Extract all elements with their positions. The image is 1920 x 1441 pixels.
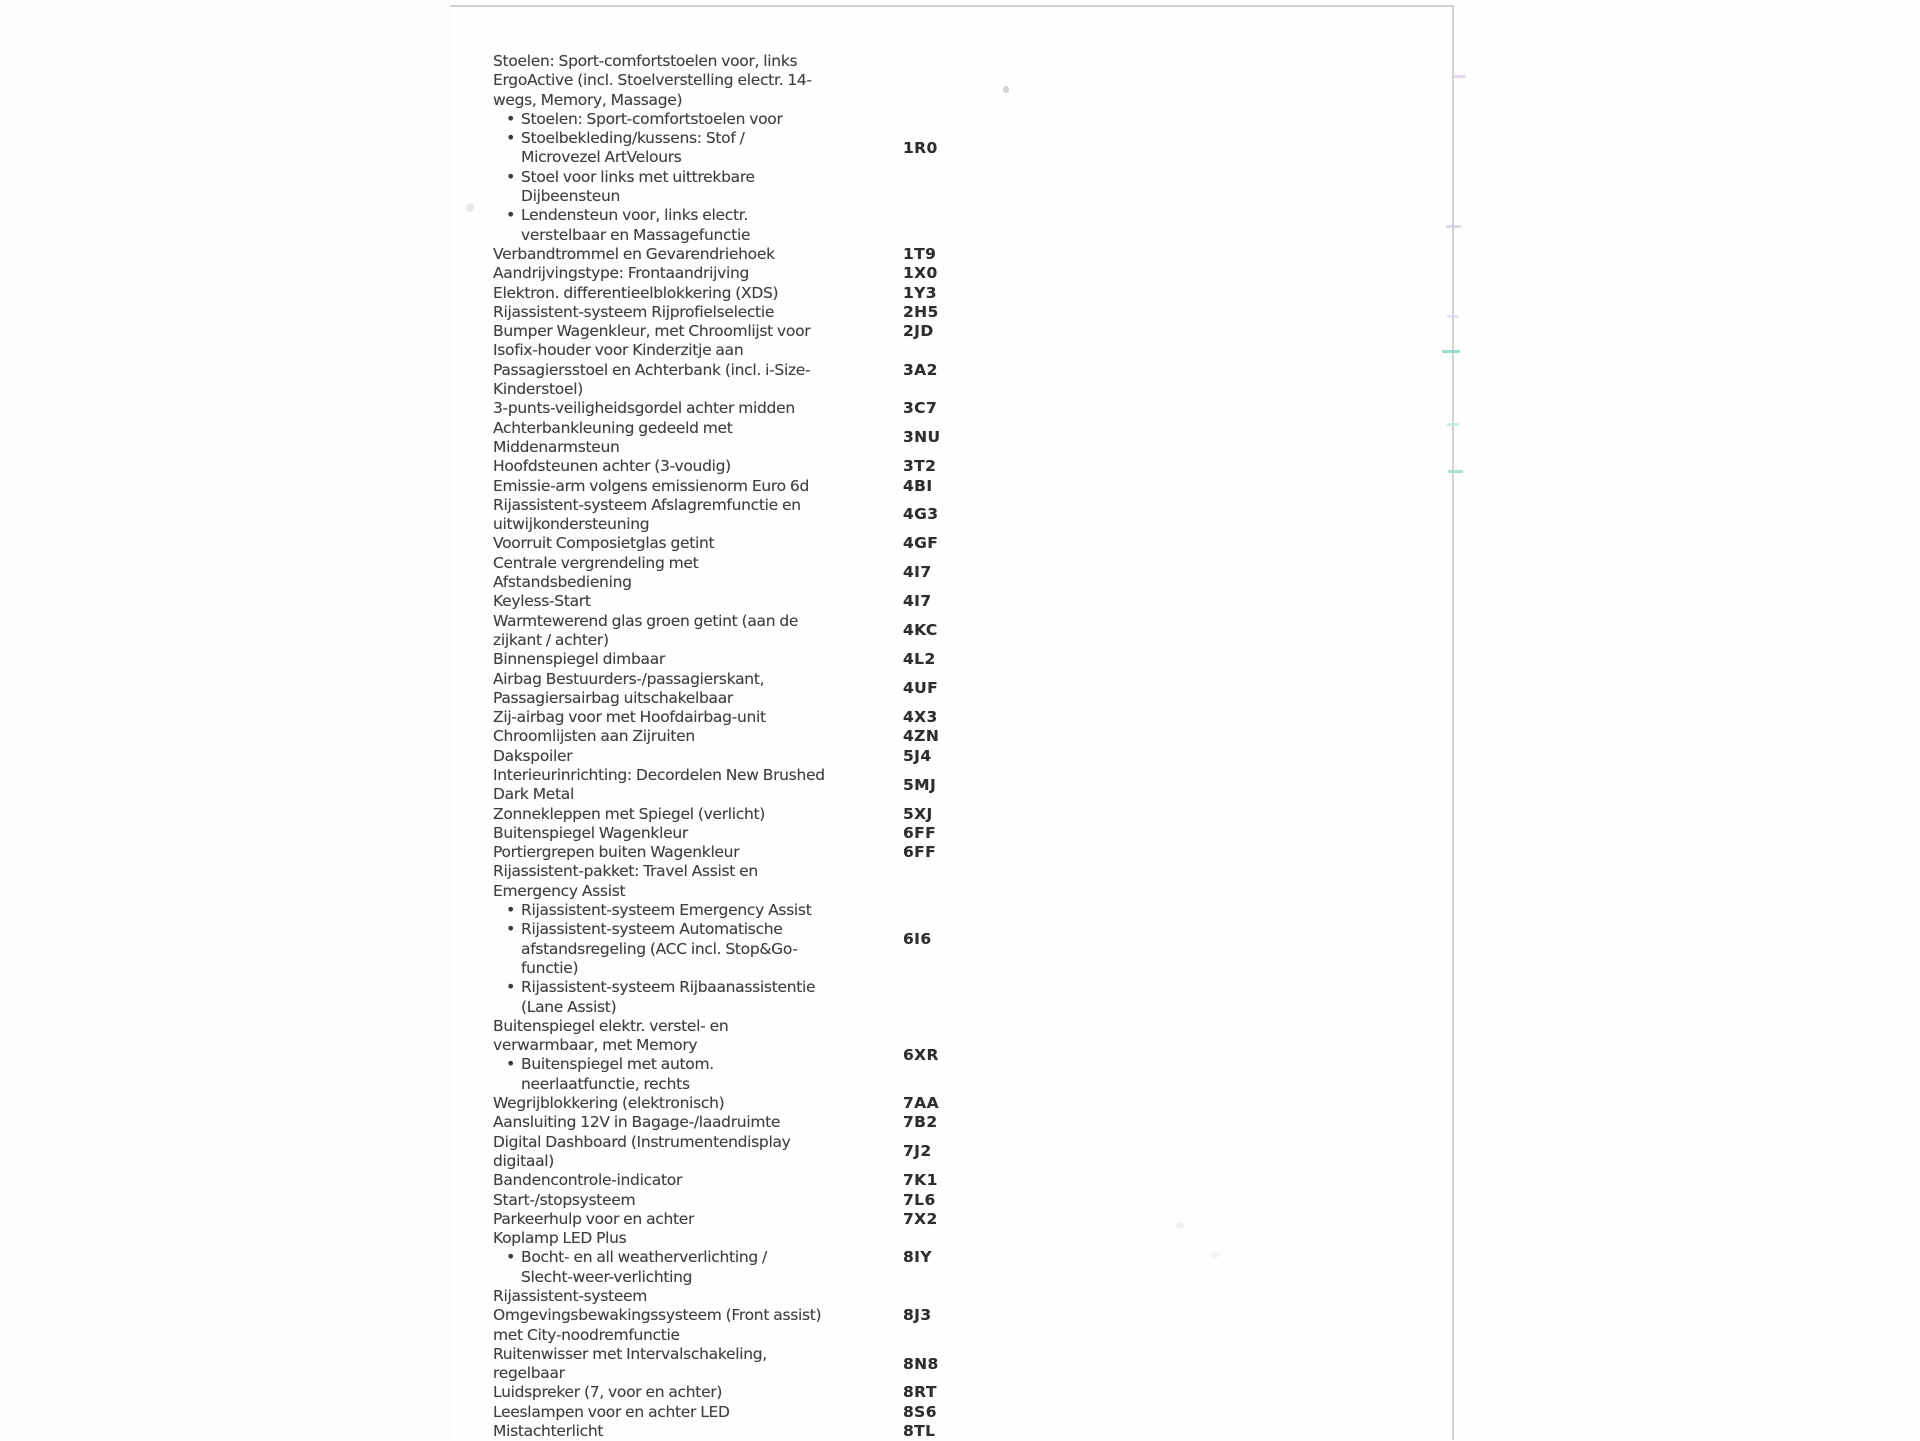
option-description-line: Bandencontrole-indicator: [493, 1171, 683, 1190]
option-description-line: digitaal): [493, 1151, 555, 1170]
option-item: [493, 477, 1133, 496]
option-item: [493, 862, 1133, 1016]
option-code: 1T9: [903, 244, 937, 263]
option-code: 7L6: [903, 1190, 936, 1209]
option-item: [493, 322, 1133, 341]
option-description: [493, 245, 903, 264]
option-sub-item-line: neerlaatfunctie, rechts: [521, 1074, 690, 1093]
option-item: [493, 419, 1133, 458]
option-sub-item-line: functie): [521, 958, 579, 977]
option-description: [493, 1171, 903, 1190]
page-top-edge: [450, 5, 1453, 7]
option-code: 3A2: [903, 360, 938, 379]
scan-speck: [1176, 1222, 1184, 1229]
option-sub-item-line: • Stoelen: Sport-comfortstoelen voor: [493, 110, 903, 129]
option-code: 7J2: [903, 1142, 932, 1161]
scan-speck: [1003, 86, 1009, 93]
option-description-line: Rijassistent-systeem Rijprofielselectie: [493, 302, 775, 321]
option-code: 8S6: [903, 1402, 937, 1421]
option-code: 4X3: [903, 708, 938, 727]
option-code: 4UF: [903, 679, 939, 698]
option-description-line: Chroomlijsten aan Zijruiten: [493, 727, 695, 746]
option-item: [493, 766, 1133, 805]
option-description-line: Middenarmsteun: [493, 437, 620, 456]
option-description: [493, 303, 903, 322]
option-description-line: Aandrijvingstype: Frontaandrijving: [493, 264, 750, 283]
option-item: [493, 1210, 1133, 1229]
options-list: [493, 52, 1133, 1441]
option-description: [493, 805, 903, 824]
option-code: 4KC: [903, 621, 938, 640]
option-description: [493, 1287, 903, 1345]
option-code: 6FF: [903, 823, 937, 842]
option-description: [493, 264, 903, 283]
option-description: [493, 708, 903, 727]
option-item: [493, 727, 1133, 746]
option-code: 8J3: [903, 1306, 932, 1325]
option-description-line: Omgevingsbewakingssysteem (Front assist): [493, 1306, 822, 1325]
option-code: 3C7: [903, 399, 938, 418]
option-item: [493, 1383, 1133, 1402]
option-code: 6I6: [903, 930, 932, 948]
option-description: [493, 341, 903, 399]
option-item: [493, 303, 1133, 322]
option-description: [493, 1017, 903, 1094]
option-description-line: Keyless-Start: [493, 592, 591, 611]
scan-edge-tick: [1447, 315, 1459, 318]
option-code: 7B2: [903, 1113, 938, 1132]
scan-edge-tick: [1454, 75, 1466, 78]
option-code: 6XR: [903, 1045, 939, 1064]
option-description-line: wegs, Memory, Massage): [493, 90, 683, 109]
scan-edge-tick: [1448, 470, 1463, 473]
option-item: [493, 1017, 1133, 1094]
page-left-margin: [0, 0, 450, 1440]
option-description-line: Buitenspiegel Wagenkleur: [493, 823, 688, 842]
option-description: [493, 670, 903, 709]
option-description: [493, 862, 903, 1016]
option-description-line: Parkeerhulp voor en achter: [493, 1209, 695, 1228]
option-code: 7AA: [903, 1094, 939, 1113]
option-description: [493, 322, 903, 341]
option-description: [493, 1229, 903, 1287]
option-item: [493, 843, 1133, 862]
option-item: [493, 284, 1133, 303]
option-description-line: Passagiersstoel en Achterbank (incl. i-Size-: [493, 360, 811, 379]
option-item: [493, 1191, 1133, 1210]
option-description-line: Luidspreker (7, voor en achter): [493, 1383, 723, 1402]
option-sub-item-line: Slecht-weer-verlichting: [521, 1267, 693, 1286]
option-description-line: Airbag Bestuurders-/passagierskant,: [493, 669, 765, 688]
option-description-line: Voorruit Composietglas getint: [493, 534, 715, 553]
option-item: [493, 1422, 1133, 1441]
option-description: [493, 1191, 903, 1210]
option-description: [493, 1383, 903, 1402]
option-code: 5XJ: [903, 804, 933, 823]
option-code: 2H5: [903, 302, 939, 321]
option-description-line: Zij-airbag voor met Hoofdairbag-unit: [493, 708, 766, 727]
option-sub-item-line: • Rijassistent-systeem Automatische: [493, 920, 903, 939]
option-item: [493, 1345, 1133, 1384]
option-description-line: Afstandsbediening: [493, 573, 632, 592]
option-description: [493, 52, 903, 245]
option-code: 3NU: [903, 428, 941, 447]
option-description-line: regelbaar: [493, 1364, 565, 1383]
option-description-line: Portiergrepen buiten Wagenkleur: [493, 843, 740, 862]
option-description: [493, 1422, 903, 1441]
option-description-line: verwarmbaar, met Memory: [493, 1036, 698, 1055]
option-description-line: Start-/stopsysteem: [493, 1190, 636, 1209]
option-description-line: 3-punts-veiligheidsgordel achter midden: [493, 399, 795, 418]
option-item: [493, 534, 1133, 553]
option-item: [493, 650, 1133, 669]
option-description: [493, 457, 903, 476]
option-description: [493, 554, 903, 593]
option-description: [493, 1133, 903, 1172]
option-code: 4G3: [903, 505, 939, 524]
option-description-line: Rijassistent-pakket: Travel Assist en: [493, 862, 758, 881]
option-sub-item-line: • Lendensteun voor, links electr.: [493, 206, 903, 225]
option-code: 6FF: [903, 843, 937, 862]
option-item: [493, 708, 1133, 727]
option-description-line: Hoofdsteunen achter (3-voudig): [493, 457, 731, 476]
option-item: [493, 747, 1133, 766]
option-sub-item-line: afstandsregeling (ACC incl. Stop&Go-: [521, 939, 798, 958]
option-description: [493, 496, 903, 535]
option-sub-item-line: • Buitenspiegel met autom.: [493, 1055, 903, 1074]
option-description: [493, 843, 903, 862]
option-description-line: Emergency Assist: [493, 881, 626, 900]
option-code: 4I7: [903, 563, 932, 582]
option-description-line: Isofix-houder voor Kinderzitje aan: [493, 341, 744, 360]
option-description: [493, 1345, 903, 1384]
option-item: [493, 399, 1133, 418]
option-description: [493, 1094, 903, 1113]
option-description-line: Mistachterlicht: [493, 1422, 604, 1441]
option-description-line: Wegrijblokkering (elektronisch): [493, 1094, 725, 1113]
option-description-line: ErgoActive (incl. Stoelverstelling electr. 14-: [493, 71, 812, 90]
option-description: [493, 1403, 903, 1422]
option-item: [493, 1229, 1133, 1287]
option-description-line: Ruitenwisser met Intervalschakeling,: [493, 1344, 767, 1363]
option-code: 7X2: [903, 1209, 938, 1228]
page-right-edge: [1452, 5, 1454, 1440]
option-description-line: uitwijkondersteuning: [493, 515, 650, 534]
option-description-line: Dakspoiler: [493, 746, 573, 765]
option-sub-item-line: • Stoelbekleding/kussens: Stof /: [493, 129, 903, 148]
option-description: [493, 766, 903, 805]
option-description-line: Digital Dashboard (Instrumentendisplay: [493, 1132, 791, 1151]
scan-edge-tick: [1442, 350, 1460, 353]
option-description: [493, 1210, 903, 1229]
option-sub-item-line: • Rijassistent-systeem Emergency Assist: [493, 901, 903, 920]
option-code: 4GF: [903, 534, 939, 553]
option-code: 5MJ: [903, 775, 937, 794]
option-description-line: Centrale vergrendeling met: [493, 553, 699, 572]
option-description-line: Interieurinrichting: Decordelen New Brushed: [493, 765, 825, 784]
option-code: 3T2: [903, 457, 937, 476]
option-sub-item-line: • Bocht- en all weatherverlichting /: [493, 1248, 903, 1267]
option-description-line: Emissie-arm volgens emissienorm Euro 6d: [493, 476, 810, 495]
option-sub-item-line: verstelbaar en Massagefunctie: [521, 225, 751, 244]
option-description: [493, 824, 903, 843]
option-code: 5J4: [903, 746, 932, 765]
option-item: [493, 1113, 1133, 1132]
option-description-line: Binnenspiegel dimbaar: [493, 650, 665, 669]
option-item: [493, 554, 1133, 593]
option-code: 4I7: [903, 592, 932, 611]
option-description-line: Dark Metal: [493, 785, 575, 804]
scan-speck: [1210, 1252, 1220, 1258]
option-code: 8TL: [903, 1422, 936, 1441]
option-description: [493, 1113, 903, 1132]
option-code: 8N8: [903, 1354, 939, 1373]
option-description-line: Achterbankleuning gedeeld met: [493, 418, 733, 437]
option-item: [493, 1133, 1133, 1172]
option-description-line: Stoelen: Sport-comfortstoelen voor, links: [493, 52, 798, 70]
option-description-line: zijkant / achter): [493, 630, 609, 649]
option-code: 1R0: [903, 138, 938, 157]
option-description: [493, 747, 903, 766]
option-item: [493, 1171, 1133, 1190]
option-item: [493, 1287, 1133, 1345]
option-item: [493, 1403, 1133, 1422]
option-item: [493, 496, 1133, 535]
option-item: [493, 824, 1133, 843]
option-item: [493, 592, 1133, 611]
option-description-line: Rijassistent-systeem: [493, 1287, 648, 1305]
option-description-line: Aansluiting 12V in Bagage-/laadruimte: [493, 1113, 781, 1132]
option-description-line: Buitenspiegel elektr. verstel- en: [493, 1016, 729, 1035]
option-description-line: met City-noodremfunctie: [493, 1325, 680, 1344]
option-item: [493, 612, 1133, 651]
option-sub-item-line: Dijbeensteun: [521, 187, 621, 206]
option-description: [493, 612, 903, 651]
option-description-line: Leeslampen voor en achter LED: [493, 1402, 730, 1421]
option-code: 8IY: [903, 1248, 932, 1267]
option-code: 1Y3: [903, 283, 937, 302]
option-code: 4L2: [903, 650, 936, 669]
option-sub-item-line: (Lane Assist): [521, 997, 617, 1016]
option-description-line: Zonnekleppen met Spiegel (verlicht): [493, 804, 766, 823]
option-description: [493, 284, 903, 303]
option-description-line: Kinderstoel): [493, 380, 583, 399]
scan-speck: [466, 203, 474, 212]
option-sub-item-line: Microvezel ArtVelours: [521, 148, 682, 167]
option-sub-item-line: • Rijassistent-systeem Rijbaanassistentie: [493, 978, 903, 997]
option-description: [493, 419, 903, 458]
scan-edge-tick: [1447, 423, 1459, 426]
option-description: [493, 477, 903, 496]
option-code: 4ZN: [903, 727, 940, 746]
option-item: [493, 245, 1133, 264]
option-description-line: Koplamp LED Plus: [493, 1229, 627, 1248]
option-description: [493, 592, 903, 611]
option-item: [493, 52, 1133, 245]
option-description-line: Rijassistent-systeem Afslagremfunctie en: [493, 495, 801, 514]
scan-edge-tick: [1446, 225, 1461, 228]
option-item: [493, 1094, 1133, 1113]
option-code: 2JD: [903, 322, 934, 341]
option-code: 1X0: [903, 264, 938, 283]
option-description-line: Elektron. differentieelblokkering (XDS): [493, 283, 779, 302]
option-item: [493, 341, 1133, 399]
option-description-line: Passagiersairbag uitschakelbaar: [493, 688, 734, 707]
option-code: 8RT: [903, 1383, 937, 1402]
option-code: 7K1: [903, 1171, 938, 1190]
option-description: [493, 650, 903, 669]
option-description-line: Warmtewerend glas groen getint (aan de: [493, 611, 799, 630]
option-item: [493, 670, 1133, 709]
option-code: 4BI: [903, 476, 933, 495]
option-item: [493, 805, 1133, 824]
option-description-line: Verbandtrommel en Gevarendriehoek: [493, 244, 775, 263]
option-description: [493, 399, 903, 418]
option-description: [493, 534, 903, 553]
option-item: [493, 457, 1133, 476]
option-sub-item-line: • Stoel voor links met uittrekbare: [493, 168, 903, 187]
option-item: [493, 264, 1133, 283]
option-description-line: Bumper Wagenkleur, met Chroomlijst voor: [493, 322, 811, 341]
option-description: [493, 727, 903, 746]
